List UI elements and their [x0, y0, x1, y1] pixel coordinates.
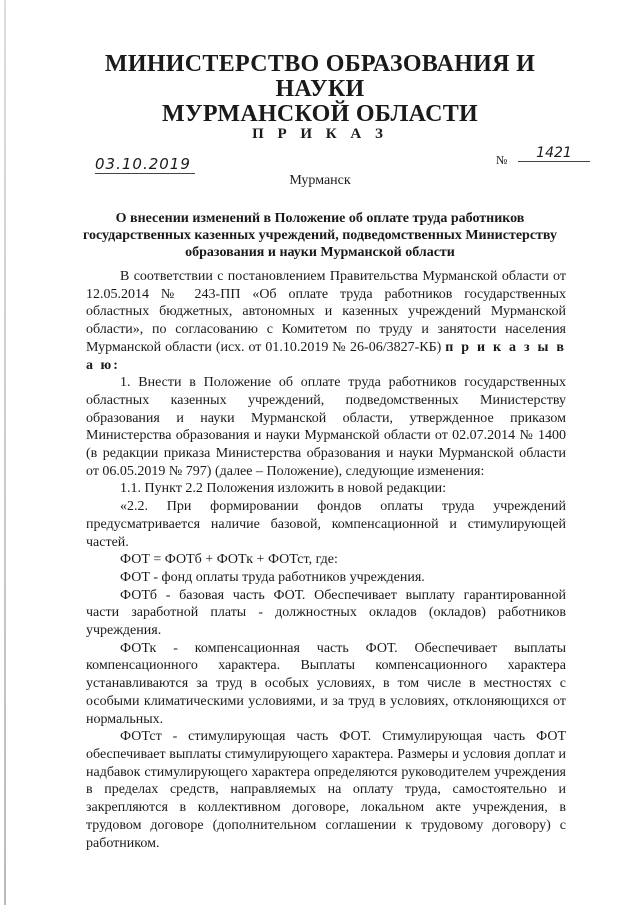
ministry-line-2: МУРМАНСКОЙ ОБЛАСТИ	[162, 101, 478, 127]
order-title: П Р И К А З	[252, 126, 388, 142]
body-line: области», по согласованию с Комитетом по труду и занятости населения	[86, 322, 566, 338]
body-line: ФОТ - фонд оплаты труда работников учреждения.	[120, 569, 425, 585]
body-line: ФОТст - стимулирующая часть ФОТ. Стимулирующая часть ФОТ	[120, 729, 566, 745]
body-line: надбавок стимулирующего характера определяются руководителем учреждения	[86, 764, 566, 780]
order-date: 03.10.2019	[95, 155, 195, 174]
ministry-header	[60, 52, 580, 127]
body-line	[86, 339, 566, 374]
body-line: обеспечивает выплаты стимулирующего характера. Размеры и условия доплат и	[86, 746, 566, 762]
body-line: компенсационного характера. Выплаты компенсационного характера	[86, 658, 566, 674]
body-line: работником.	[86, 835, 160, 851]
order-verb: п р и к а з ы в а ю:	[86, 339, 566, 373]
subject-line-3: образования и науки Мурманской области	[185, 245, 455, 260]
body-line: 1.1. Пункт 2.2 Положения изложить в новой редакции:	[120, 481, 446, 497]
body-line: учреждения.	[86, 623, 162, 639]
body-line: устанавливаются за труд в особых условиях, в том числе в местностях с	[86, 676, 566, 692]
body-line: трудовом договоре (дополнительном соглашении к трудовому договору) с	[86, 817, 566, 833]
order-city: Мурманск	[289, 173, 351, 188]
body-line: от 06.05.2019 № 797) (далее – Положение), следующие изменения:	[86, 463, 485, 479]
body-line: ФОТк - компенсационная часть ФОТ. Обеспечивает выплаты	[120, 640, 566, 656]
body-line: закрепляются в коллективном договоре, локальном акте учреждения, в	[86, 800, 566, 816]
body-line: В соответствии с постановлением Правительства Мурманской области от	[120, 269, 566, 284]
body-line: «2.2. При формировании фондов оплаты труда учреждений	[120, 499, 566, 515]
body-line: образования и науки Мурманской области, утвержденное приказом	[86, 410, 566, 426]
body-line: областных бюджетных, автономных и казенных учреждений Мурманской	[86, 304, 566, 320]
body-line: частей.	[86, 534, 129, 550]
body-line: ФОТб - базовая часть ФОТ. Обеспечивает выплату гарантированной	[120, 587, 566, 603]
body-line: предусматривается наличие базовой, компенсационной и стимулирующей	[86, 516, 566, 532]
order-number: 1421	[518, 145, 590, 162]
body-line: нормальных.	[86, 711, 164, 727]
order-body	[86, 268, 566, 852]
body-line: ФОТ = ФОТб + ФОТк + ФОТст, где:	[120, 552, 338, 568]
order-subject	[75, 210, 565, 261]
order-number-label: №	[496, 153, 508, 167]
body-line: 1. Внести в Положение об оплате труда работников государственных	[120, 375, 566, 391]
subject-line-1: О внесении изменений в Положение об оплате труда работников	[115, 211, 525, 226]
body-line: части заработной платы - должностных окладов (окладов) работников	[86, 605, 566, 621]
subject-line-2: государственных казенных учреждений, подведомственных Министерству	[82, 228, 558, 243]
body-line-text: Мурманской области (исх. от 01.10.2019 № 26-06/3827-КБ)	[86, 339, 442, 355]
body-line: особыми климатическими условиями, и за труд в условиях, отклоняющихся от	[86, 693, 566, 709]
body-line: в пределах средств, направляемых на оплату труда, самостоятельно и	[86, 782, 566, 798]
body-line: Министерства образования и науки Мурманской области от 02.07.2014 № 1400	[86, 428, 566, 444]
body-line: (в редакции приказа Министерства образования и науки Мурманской области	[86, 446, 566, 462]
body-line: областных казенных учреждений, подведомственных Министерству	[86, 392, 566, 408]
body-line: 12.05.2014 № 243-ПП «Об оплате труда работников государственных	[86, 286, 566, 302]
ministry-line-1: МИНИСТЕРСТВО ОБРАЗОВАНИЯ И НАУКИ	[104, 51, 536, 102]
